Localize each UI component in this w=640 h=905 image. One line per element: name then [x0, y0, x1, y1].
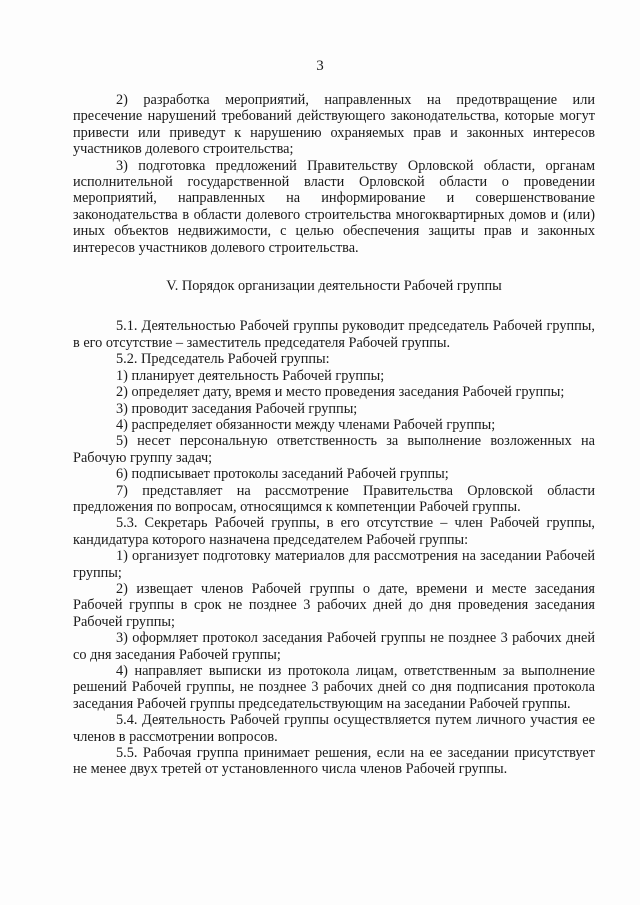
list-item: 6) подписывает протоколы заседаний Рабочей группы;	[116, 466, 449, 483]
list-item: 7) представляет на рассмотрение Правительства Орловской области предложения по вопросам, относящимся к компетенции Рабочей группы.	[73, 482, 595, 515]
paragraph: 2) разработка мероприятий, направленных на предотвращение или пресечение нарушений требований действующего законодательства, которые могут привести или приведут к нарушению охраняемых прав и законных интересов участников долевого строительства;	[73, 92, 595, 158]
list-item: 3) проводит заседания Рабочей группы;	[116, 400, 358, 417]
paragraph: 5.2. Председатель Рабочей группы:	[116, 351, 330, 368]
paragraph: 5.3. Секретарь Рабочей группы, в его отсутствие – член Рабочей группы, кандидатура которого назначена председателем Рабочей группы:	[73, 515, 595, 548]
list-item: 1) планирует деятельность Рабочей группы;	[116, 367, 385, 384]
list-item: 2) извещает членов Рабочей группы о дате, времени и месте заседания Рабочей группы в срок не позднее 3 рабочих дней до дня проведения заседания Рабочей группы;	[73, 580, 595, 630]
list-item: 3) оформляет протокол заседания Рабочей группы не позднее 3 рабочих дней со дня заседания Рабочей группы;	[73, 630, 595, 663]
paragraph: 5.1. Деятельностью Рабочей группы руководит председатель Рабочей группы, в его отсутствие – заместитель председателя Рабочей группы.	[73, 318, 595, 351]
page-number: 3	[316, 58, 324, 74]
paragraph: 3) подготовка предложений Правительству Орловской области, органам исполнительной государственной власти Орловской области о проведении мероприятий, направленных на информирование и совершенствование законодательства в области долевого строительства многоквартирных домов и (или) иных объектов недвижимости, с целью обеспечения защиты прав и законных интересов участников долевого строительства.	[73, 157, 595, 256]
document-body	[73, 92, 595, 778]
list-item: 4) направляет выписки из протокола лицам, ответственным за выполнение решений Рабочей группы, не позднее 3 рабочих дней со дня подписания протокола заседания Рабочей группы председательствующим на заседании Рабочей группы.	[73, 663, 595, 712]
paragraph: 5.5. Рабочая группа принимает решения, если на ее заседании присутствует не менее двух третей от установленного числа членов Рабочей группы.	[73, 745, 595, 778]
list-item: 1) организует подготовку материалов для рассмотрения на заседании Рабочей группы;	[73, 548, 595, 581]
section-heading: V. Порядок организации деятельности Рабочей группы	[166, 278, 502, 295]
list-item: 2) определяет дату, время и место проведения заседания Рабочей группы;	[116, 384, 565, 401]
list-item: 5) несет персональную ответственность за выполнение возложенных на Рабочую группу задач;	[73, 433, 595, 466]
list-item: 4) распределяет обязанности между членами Рабочей группы;	[116, 416, 496, 433]
paragraph: 5.4. Деятельность Рабочей группы осуществляется путем личного участия ее членов в рассмотрении вопросов.	[73, 712, 595, 745]
